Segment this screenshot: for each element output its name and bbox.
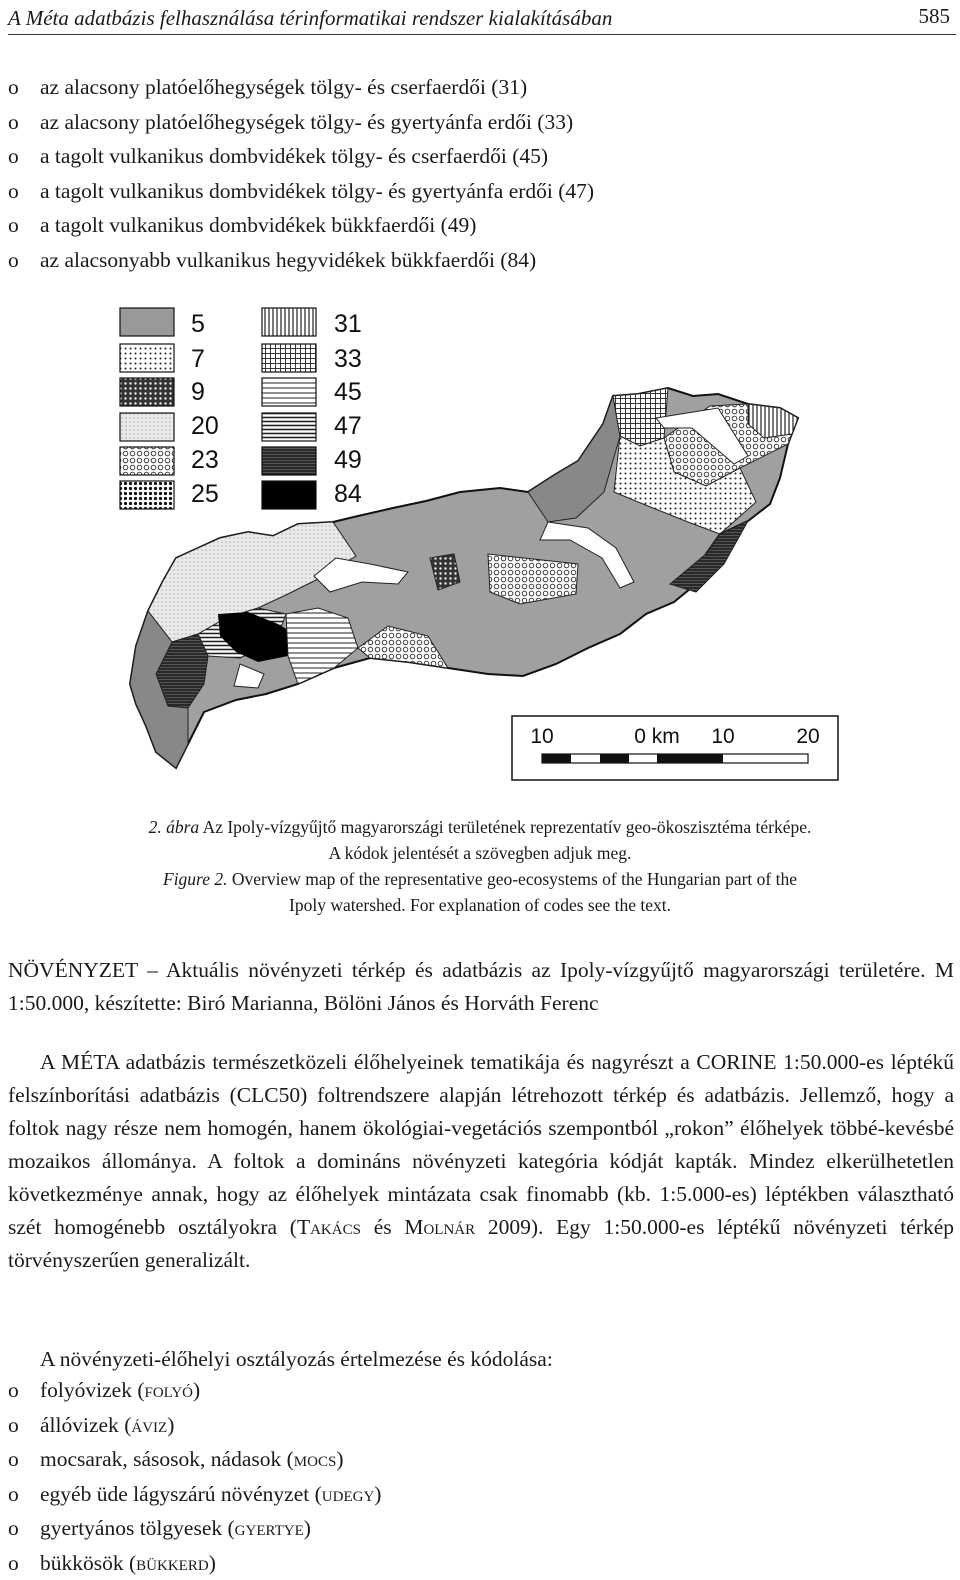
caption-en-label: Figure 2. bbox=[163, 869, 227, 889]
scale-bar bbox=[512, 716, 838, 780]
scale-label: 10 bbox=[530, 725, 553, 748]
list-item bbox=[8, 139, 594, 174]
running-header bbox=[8, 4, 956, 35]
legend-code-label: 25 bbox=[191, 480, 219, 508]
habitat-code: gyertye bbox=[235, 1516, 304, 1540]
watershed-area bbox=[130, 388, 798, 768]
list-item-text: az alacsony platóelőhegységek tölgy- és gyertyánfa erdői (33) bbox=[40, 110, 573, 134]
geo-ecosystem-map-figure bbox=[108, 296, 848, 786]
legend-code-label: 45 bbox=[334, 378, 362, 406]
caption-en-line1: Figure 2. Overview map of the representative geo-ecosystems of the Hungarian part of the bbox=[0, 866, 960, 892]
list-item bbox=[8, 105, 594, 140]
bullet-marker: o bbox=[8, 1442, 40, 1477]
habitat-code: áviz bbox=[131, 1413, 167, 1437]
list-item-text: a tagolt vulkanikus dombvidékek tölgy- és gyertyánfa erdői (47) bbox=[40, 179, 594, 203]
list-item: o folyóvizek (folyó) bbox=[8, 1373, 381, 1408]
scale-label: 20 bbox=[796, 725, 819, 748]
legend-code-label: 23 bbox=[191, 446, 219, 474]
habitat-code: bükkerd bbox=[136, 1551, 209, 1575]
bullet-marker: o bbox=[8, 1477, 40, 1512]
classification-list bbox=[8, 1373, 381, 1580]
list-item: o állóvizek (áviz) bbox=[8, 1408, 381, 1443]
bullet-marker: o bbox=[8, 139, 40, 174]
list-item-text: a tagolt vulkanikus dombvidékek tölgy- és cserfaerdői (45) bbox=[40, 144, 548, 168]
scale-label: 10 bbox=[711, 725, 734, 748]
legend-code-label: 20 bbox=[191, 412, 219, 440]
list-item: o egyéb üde lágyszárú növényzet (udegy) bbox=[8, 1477, 381, 1512]
legend-code-label: 7 bbox=[191, 345, 205, 373]
bullet-marker: o bbox=[8, 1546, 40, 1580]
bullet-marker: o bbox=[8, 1373, 40, 1408]
bullet-marker: o bbox=[8, 243, 40, 278]
legend-code-label: 33 bbox=[334, 345, 362, 373]
caption-hu-label: 2. ábra bbox=[149, 817, 200, 837]
author-name: Takács bbox=[297, 1215, 361, 1239]
habitat-code: folyó bbox=[145, 1378, 194, 1402]
bullet-marker: o bbox=[8, 105, 40, 140]
geo-ecosystem-map bbox=[108, 296, 848, 786]
habitat-code: mocs bbox=[294, 1447, 337, 1471]
body-paragraph: A MÉTA adatbázis természetközeli élőhelyeinek tematikája és nagyrészt a CORINE 1:50.000-es léptékű felszínborítási adatbázis (CLC50) foltrendszere alapján létrehozott térkép és adatbázis. Jellemző, hogy a foltok nagy része nem homogén, hanem ökológiai-vegetációs szempontból „rokon” élőhelyek többé-kevésbé mozaikos állománya. A foltok a domináns növényzeti kategória kódját kapták. Mindez elkerülhetetlen következménye annak, hogy az élőhelyek mintázata csak finomabb (kb. 1:5.000-es) léptékben választható szét homogénebb osztályokra (Takács és Molnár 2009). Egy 1:50.000-es léptékű növényzeti térkép törvényszerűen generalizált. bbox=[8, 1046, 954, 1277]
list-item bbox=[8, 70, 594, 105]
section-heading: NÖVÉNYZET – Aktuális növényzeti térkép és adatbázis az Ipoly-vízgyűjtő magyarországi területére. M 1:50.000, készítette: Biró Marianna, Bölöni János és Horváth Ferenc bbox=[8, 954, 954, 1020]
bullet-marker: o bbox=[8, 1408, 40, 1443]
bullet-marker: o bbox=[8, 174, 40, 209]
caption-hu-line2: A kódok jelentését a szövegben adjuk meg. bbox=[0, 840, 960, 866]
legend-code-label: 31 bbox=[334, 310, 362, 338]
caption-en-line2: Ipoly watershed. For explanation of codes see the text. bbox=[0, 892, 960, 918]
ecosystem-code-list bbox=[8, 70, 594, 277]
list-item bbox=[8, 174, 594, 209]
bullet-marker: o bbox=[8, 70, 40, 105]
legend-code-label: 84 bbox=[334, 480, 362, 508]
list-item: o gyertyános tölgyesek (gyertye) bbox=[8, 1511, 381, 1546]
habitat-code: udegy bbox=[322, 1482, 375, 1506]
list-item: o mocsarak, sásosok, nádasok (mocs) bbox=[8, 1442, 381, 1477]
list-item bbox=[8, 243, 594, 278]
bullet-marker: o bbox=[8, 208, 40, 243]
page-number: 585 bbox=[919, 4, 951, 29]
figure-caption bbox=[0, 814, 960, 918]
caption-hu-line1: 2. ábra Az Ipoly-vízgyűjtő magyarországi területének reprezentatív geo-ökoszisztéma térképe. bbox=[0, 814, 960, 840]
bullet-marker: o bbox=[8, 1511, 40, 1546]
classification-heading: A növényzeti-élőhelyi osztályozás értelmezése és kódolása: bbox=[8, 1343, 954, 1376]
author-name: Molnár bbox=[404, 1215, 475, 1239]
legend-code-label: 49 bbox=[334, 446, 362, 474]
list-item bbox=[8, 208, 594, 243]
legend-code-label: 47 bbox=[334, 412, 362, 440]
legend-code-label: 9 bbox=[191, 378, 205, 406]
list-item-text: a tagolt vulkanikus dombvidékek bükkfaerdői (49) bbox=[40, 213, 476, 237]
running-title: A Méta adatbázis felhasználása térinformatikai rendszer kialakításában bbox=[8, 6, 612, 31]
list-item-text: az alacsonyabb vulkanikus hegyvidékek bükkfaerdői (84) bbox=[40, 248, 536, 272]
legend-code-label: 5 bbox=[191, 310, 205, 338]
map-legend bbox=[120, 308, 362, 509]
list-item: o bükkösök (bükkerd) bbox=[8, 1546, 381, 1580]
scale-label: 0 km bbox=[634, 725, 680, 748]
list-item-text: az alacsony platóelőhegységek tölgy- és cserfaerdői (31) bbox=[40, 75, 527, 99]
